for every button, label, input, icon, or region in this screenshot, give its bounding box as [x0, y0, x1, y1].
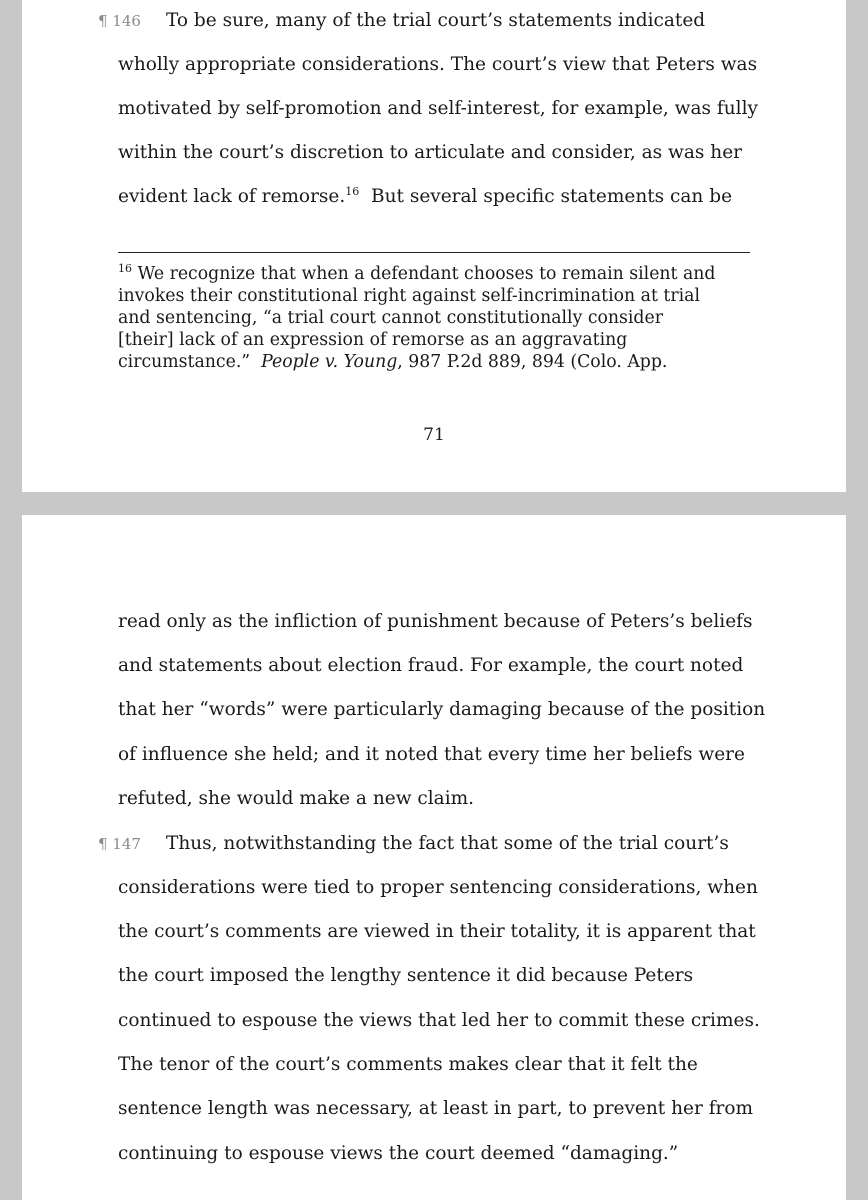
para-146-line-5-text: evident lack of remorse.	[118, 186, 346, 207]
para-147-line-3: the court’s comments are viewed in their totality, it is apparent that	[118, 921, 756, 942]
para-146-line-1: To be sure, many of the trial court’s statements indicated	[166, 10, 706, 31]
footnote-divider	[118, 252, 750, 253]
para-147-line-2: considerations were tied to proper sentencing considerations, when	[118, 877, 758, 898]
footnote-line-5	[118, 351, 667, 373]
footnote-citation: , 987 P.2d 889, 894 (Colo. App.	[397, 352, 668, 372]
continuation-line-5: refuted, she would make a new claim.	[118, 788, 475, 809]
para-146-line-3: motivated by self-promotion and self-interest, for example, was fully	[118, 98, 758, 119]
footnote-line-5-text: circumstance.”	[118, 352, 262, 372]
continuation-line-1: read only as the infliction of punishment because of Peters’s beliefs	[118, 611, 753, 632]
continuation-line-2: and statements about election fraud. For example, the court noted	[118, 655, 744, 676]
footnote-line-3: and sentencing, “a trial court cannot constitutionally consider	[118, 308, 663, 328]
para-146-line-5-tail: But several specific statements can be	[359, 186, 733, 207]
footnote-case-name: People v. Young	[261, 352, 398, 372]
footnote-marker: 16	[118, 262, 132, 276]
page-number: 71	[423, 425, 445, 445]
para-147-line-1: Thus, notwithstanding the fact that some of the trial court’s	[166, 833, 729, 854]
paragraph-number-147: ¶ 147	[98, 835, 141, 853]
para-147-line-6: The tenor of the court’s comments makes clear that it felt the	[118, 1054, 698, 1075]
footnote-reference-16[interactable]: 16	[345, 184, 360, 198]
para-147-line-4: the court imposed the lengthy sentence it did because Peters	[118, 965, 694, 986]
para-146-line-5	[118, 185, 732, 209]
footnote-line-2: invokes their constitutional right against self-incrimination at trial	[118, 286, 700, 306]
para-146-line-2: wholly appropriate considerations. The court’s view that Peters was	[118, 54, 758, 75]
paragraph-number-146: ¶ 146	[98, 12, 141, 30]
para-147-line-8: continuing to espouse views the court deemed “damaging.”	[118, 1143, 679, 1164]
para-147-line-5: continued to espouse the views that led her to commit these crimes.	[118, 1010, 760, 1031]
para-146-line-4: within the court’s discretion to articulate and consider, as was her	[118, 142, 742, 163]
para-147-line-7: sentence length was necessary, at least in part, to prevent her from	[118, 1098, 754, 1119]
footnote-line-1	[118, 263, 716, 285]
continuation-line-4: of influence she held; and it noted that every time her beliefs were	[118, 744, 745, 765]
document-page-71	[22, 0, 846, 492]
footnote-line-4: [their] lack of an expression of remorse as an aggravating	[118, 330, 628, 350]
continuation-line-3: that her “words” were particularly damaging because of the position	[118, 699, 766, 720]
footnote-line-1-text: We recognize that when a defendant chooses to remain silent and	[132, 264, 716, 284]
document-page-72	[22, 515, 846, 1200]
